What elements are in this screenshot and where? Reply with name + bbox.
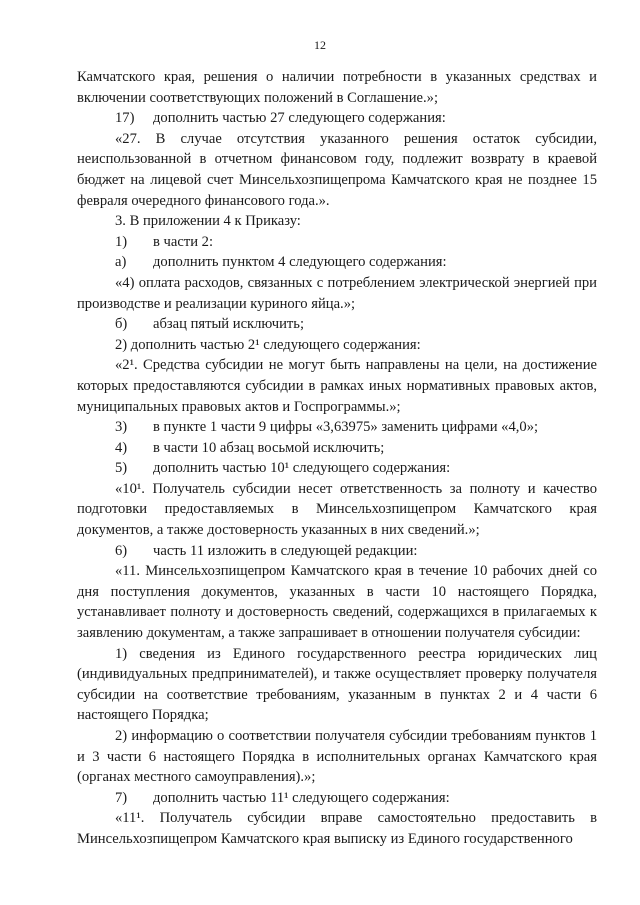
numbered-item xyxy=(77,458,597,479)
paragraph: 1) сведения из Единого государственного реестра юридических лиц (индивидуальных предпринимателей), и также осуществляет проверку получателя субсидии на соответствие требованиям, указанным в пунктах 2 и 4 части 6 настоящего Порядка; xyxy=(77,645,597,724)
item-text: в части 2: xyxy=(153,233,214,250)
paragraph: 3. В приложении 4 к Приказу: xyxy=(115,213,301,230)
paragraph-continuation: Камчатского края, решения о наличии потребности в указанных средствах и включении соответствующих положений в Соглашение.»; xyxy=(77,69,597,106)
item-number: 1) xyxy=(115,233,128,250)
item-text: дополнить частью 27 следующего содержания: xyxy=(153,110,446,127)
numbered-item xyxy=(77,788,597,809)
item-text: часть 11 изложить в следующей редакции: xyxy=(153,542,418,559)
paragraph: «11¹. Получатель субсидии вправе самостоятельно предоставить в Минсельхозпищепром Камчатского края выписку из Единого государственного xyxy=(77,810,597,847)
paragraph: 2) информацию о соответствии получателя субсидии требованиям пунктов 1 и 3 части 6 настоящего Порядка в исполнительных органах Камчатского края (органах местного самоуправления).»; xyxy=(77,728,597,786)
item-number: 17) xyxy=(115,110,135,127)
item-number: б) xyxy=(115,316,128,333)
numbered-item xyxy=(77,108,597,129)
item-text: в части 10 абзац восьмой исключить; xyxy=(153,439,385,456)
item-number: 5) xyxy=(115,460,128,477)
numbered-item xyxy=(77,438,597,459)
numbered-item xyxy=(77,314,597,335)
item-number: 4) xyxy=(115,439,128,456)
document-body xyxy=(77,67,597,850)
paragraph: «4) оплата расходов, связанных с потреблением электрической энергией при производстве и реализации куриного яйца.»; xyxy=(77,274,597,312)
item-number: 6) xyxy=(115,542,128,559)
paragraph: «10¹. Получатель субсидии несет ответственность за полноту и качество подготовки предоставляемых в Минсельхозпищепром Камчатского края документов, а также достоверность указанных в них сведений.»; xyxy=(77,480,597,539)
numbered-item xyxy=(77,417,597,438)
item-number: а) xyxy=(115,254,127,271)
page-number: 12 xyxy=(314,38,326,52)
numbered-item xyxy=(77,541,597,562)
item-number: 3) xyxy=(115,419,128,436)
numbered-item xyxy=(77,252,597,273)
item-text: абзац пятый исключить; xyxy=(153,316,305,333)
numbered-item xyxy=(77,232,597,253)
paragraph: «2¹. Средства субсидии не могут быть направлены на цели, на достижение которых предоставляются субсидии в рамках иных нормативных правовых актов, муниципальных правовых актов и Госпрограммы.»; xyxy=(77,357,597,415)
item-text: дополнить частью 11¹ следующего содержания: xyxy=(153,789,450,806)
item-text: дополнить пунктом 4 следующего содержания: xyxy=(153,254,447,271)
paragraph: «11. Минсельхозпищепром Камчатского края в течение 10 рабочих дней со дня поступления документов, указанных в части 10 настоящего Порядка, устанавливает полноту и достоверность сведений, содержащихся в прилагаемых к заявлению документам, а также запрашивает в отношении получателя субсидии: xyxy=(77,563,597,642)
paragraph: 2) дополнить частью 2¹ следующего содержания: xyxy=(115,336,421,353)
paragraph: «27. В случае отсутствия указанного решения остаток субсидии, неиспользованной в отчетном финансовом году, подлежит возврату в краевой бюджет на лицевой счет Минсельхозпищепрома Камчатского края не позднее 15 февраля очередного финансового года.». xyxy=(77,130,597,209)
item-text: дополнить частью 10¹ следующего содержания: xyxy=(153,460,451,477)
item-number: 7) xyxy=(115,789,128,806)
item-text: в пункте 1 части 9 цифры «3,63975» заменить цифрами «4,0»; xyxy=(153,419,539,436)
